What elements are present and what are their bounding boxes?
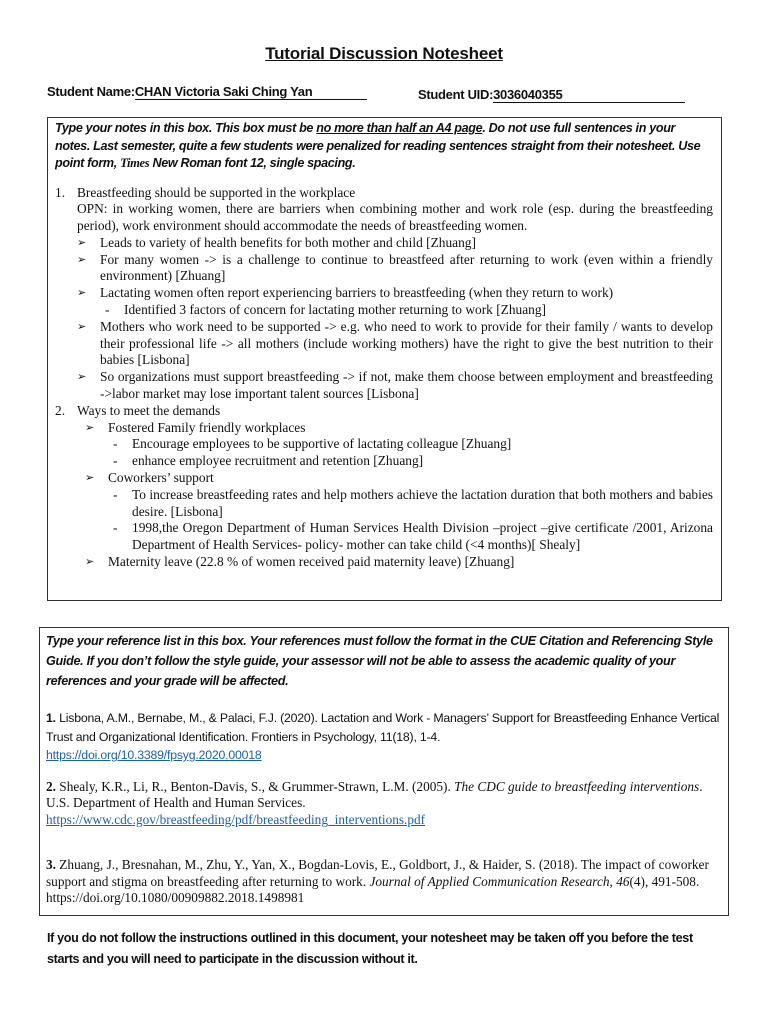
reference-item [46,709,720,765]
arrow-bullet-icon: ➢ [85,472,95,485]
references-instructions: Type your reference list in this box. Your references must follow the format in the CUE Citation and Referencing Style Guide. If you don’t follow the style guide, your assessor will not be able to assess the academic quality of your references and your grade will be affected. [46,634,713,688]
arrow-bullet-icon: ➢ [77,287,87,300]
bullet-item [55,285,713,302]
bullet-item [55,252,713,286]
student-name-field [47,84,367,100]
references-box[interactable] [39,627,729,916]
reference-journal: Journal of Applied Communication Research [369,873,610,889]
sub-bullet-text: Identified 3 factors of concern for lactating mother returning to work [Zhuang] [124,302,547,318]
notes-content [55,185,713,571]
page-title: Tutorial Discussion Notesheet [265,44,503,63]
sub-bullet-item [55,453,713,470]
reference-item [46,779,720,829]
sub-bullet-text: enhance employee recruitment and retention [Zhuang] [132,453,424,469]
sub-bullet-text: To increase breastfeeding rates and help mothers achieve the lactation duration that both mothers and babies desire. [Lisbona] [132,486,713,519]
instr-times: Times [120,156,150,170]
bullet-text: Lactating women often report experiencing barriers to breastfeeding (when they return to work) [100,285,614,301]
reference-text: (4), 491-508. https://doi.org/10.1080/00909882.2018.1498981 [46,873,700,906]
arrow-bullet-icon: ➢ [77,371,87,384]
sub-bullet-item [55,302,713,319]
sub-bullet-text: 1998,the Oregon Department of Human Services Health Division –project –give certificate /2001, Arizona Department of Health Services- policy- mother can take child (<4 months)[ Shealy] [132,520,713,553]
reference-item [46,857,720,907]
dash-bullet-icon: - [113,453,118,469]
reference-title: The CDC guide to breastfeeding interventions [454,778,700,794]
arrow-bullet-icon: ➢ [77,320,87,333]
section-title: Breastfeeding should be supported in the workplace [77,184,356,200]
opinion-text: OPN: in working women, there are barriers when combining mother and work role (esp. during the breastfeeding period), work environment should accommodate the needs of breastfeeding women. [77,201,713,234]
arrow-bullet-icon: ➢ [77,236,87,249]
instr-text: Type your notes in this box. This box must be [55,121,317,135]
reference-number: 2. [46,778,56,794]
reference-link[interactable]: https://www.cdc.gov/breastfeeding/pdf/breastfeeding_interventions.pdf [46,812,426,828]
student-uid-field [418,87,685,103]
reference-volume: 46 [616,873,630,889]
dash-bullet-icon: - [113,436,118,452]
dash-bullet-icon: - [113,486,118,502]
bullet-text: Mothers who work need to be supported -> e.g. who need to work to provide for their family / wants to develop their professional life -> all mothers (include working mothers) have the right to give the best nutrition to their babies [Lisbona] [100,318,713,368]
dash-bullet-icon: - [105,302,110,318]
bullet-text: So organizations must support breastfeeding -> if not, make them choose between employment and breastfeeding ->labor market may lose important talent sources [Lisbona] [100,369,713,402]
section-number: 1. [55,184,66,200]
arrow-bullet-icon: ➢ [85,421,95,434]
reference-link[interactable]: https://doi.org/10.3389/fpsyg.2020.00018 [46,748,262,762]
bullet-item [55,420,713,437]
bullet-text: Coworkers’ support [108,470,214,486]
instr-text: New Roman font 12, single spacing. [149,156,356,170]
reference-number: 1. [46,711,56,725]
reference-number: 3. [46,856,56,872]
bullet-item [55,319,713,369]
sub-bullet-item [55,487,713,521]
student-uid-label: Student UID: [418,87,494,102]
sub-bullet-text: Encourage employees to be supportive of lactating colleague [Zhuang] [132,436,512,452]
bullet-item [55,470,713,487]
section-heading [55,403,713,420]
bullet-item [55,554,713,571]
reference-text: Zhuang, J., Bresnahan, M., Zhu, Y., Yan, X., Bogdan-Lovis, E., Goldbort, J., & Haider, S. (2018). The impact of coworker support and stigma on breastfeeding after returning to work. [46,856,709,889]
section-number: 2. [55,402,66,418]
instr-underlined: no more than half an A4 page [316,121,483,135]
bullet-item [55,235,713,252]
dash-bullet-icon: - [113,520,118,536]
sub-bullet-item [55,520,713,554]
bullet-text: Fostered Family friendly workplaces [108,419,306,435]
footer-warning: If you do not follow the instructions outlined in this document, your notesheet may be taken off you before the test starts and you will need to participate in the discussion without it. [47,931,693,966]
reference-text: Lisbona, A.M., Bernabe, M., & Palaci, F.J. (2020). Lactation and Work - Managers’ Support for Breastfeeding Enhance Vertical Trust and Organizational Identification. Frontiers in Psychology, 11(18), 1-4. [46,711,720,744]
bullet-item [55,369,713,403]
student-name-value[interactable]: CHAN Victoria Saki Ching Yan [135,85,367,100]
reference-text: Shealy, K.R., Li, R., Benton-Davis, S., & Grummer-Strawn, L.M. (2005). [55,778,455,794]
arrow-bullet-icon: ➢ [85,556,95,569]
section-title: Ways to meet the demands [77,402,221,418]
student-name-label: Student Name: [47,84,135,99]
section-heading [55,185,713,202]
bullet-text: Maternity leave (22.8 % of women received paid maternity leave) [Zhuang] [108,554,515,570]
bullet-text: Leads to variety of health benefits for both mother and child [Zhuang] [100,234,476,250]
notes-instructions [55,120,713,173]
reference-text: , [609,873,617,889]
sub-bullet-item [55,436,713,453]
notes-box[interactable] [47,117,722,601]
student-uid-value[interactable]: 3036040355 [493,88,685,103]
instr-text: . Do not use full sentences in your notes. Last semester, quite a few students were penalized for reading sentences straight from their notesheet. Use point form, [55,121,701,170]
bullet-text: For many women -> is a challenge to continue to breastfeed after returning to work (even within a friendly environment) [Zhuang] [100,251,713,284]
arrow-bullet-icon: ➢ [77,253,87,266]
reference-text: . U.S. Department of Health and Human Services. [46,778,703,811]
